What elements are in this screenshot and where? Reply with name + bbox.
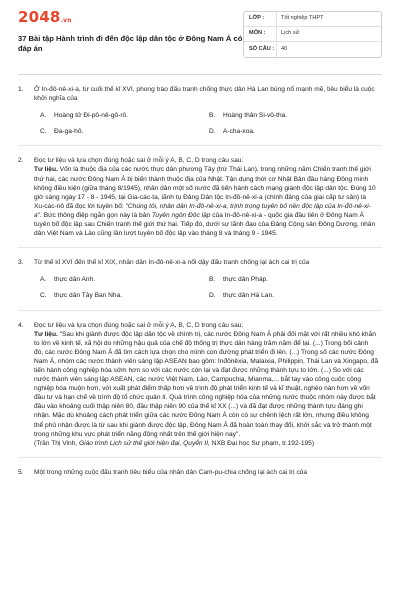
question-4 <box>18 311 382 448</box>
option-b[interactable] <box>209 111 378 120</box>
option-b[interactable] <box>209 275 378 284</box>
citation-text: NXB Đại học Sư phạm, tr.192-195) <box>211 439 315 447</box>
page-title: 37 Bài tập Hành trình đi đến độc lập dân tộc ở Đông Nam Á có đáp án <box>18 34 243 54</box>
source-label: Tư liệu. <box>34 166 58 174</box>
question-body <box>34 85 382 136</box>
source-text: Bức thông điệp ngắn gọn này là bản <box>43 211 151 219</box>
source-label: Tư liệu. <box>34 330 58 338</box>
option-key: B. <box>209 112 216 120</box>
source-passage <box>34 330 378 439</box>
source-text: của In-đô-nê-xi-a - quốc gia đầu tiên ở Đông Nam Á tuyên bố độc lập sau Chiến tranh thế giới thứ hai. Tiếp đó, dưới sự lãnh đạo của Đảng Cộng sản Đông Dương, nhân dân Việt Nam và Lào cũng lần lượt tuyên bố độc lập vào tháng 8 và tháng 9 - 1945. <box>34 211 376 238</box>
answer-options <box>34 111 378 136</box>
option-text: Hoàng tử Đi-pô-nê-gô-rô. <box>54 112 129 120</box>
question-text: Một trong những cuộc đấu tranh tiêu biểu của nhân dân Cam-pu-chia chống lại ách cai trị của <box>34 468 308 476</box>
option-key: A. <box>40 276 47 284</box>
source-text: Vốn là thuộc địa của các nước thực dân phương Tây (trừ Thái Lan), trong những năm Chiến tranh thế giới thứ hai, các nước Đông Nam Á bị biến thành thuộc địa của Nhật. Tận dụng thời cơ Nhật Bản đầu hàng Đồng minh không điều kiện (giữa tháng 8/1945), nhân dân một số nước đã tiến hành cách mạng giành độc lập dân tộc. Đúng 10 giờ sáng ngày 17 - 8 - 1945, tại Gia-các-ta, lãnh tụ Đảng Dân tộc In-đô-nê-xi-a (chính đảng của giai cấp tư sản) là Xu-các-nô đã đọc lời tuyên bố: <box>34 166 376 210</box>
question-2 <box>18 146 382 238</box>
option-text: thực dân Pháp. <box>223 276 269 284</box>
question-number: 3. <box>18 259 24 267</box>
logo-suffix: .vn <box>60 17 72 24</box>
option-text: thực dân Anh. <box>54 276 96 284</box>
question-text: Ở In-đô-nê-xi-a, từ cuối thế kỉ XVI, phong trào đấu tranh chống thực dân Hà Lan bùng nổ mạnh mẽ, tiêu biểu là cuộc khởi nghĩa của <box>34 86 375 103</box>
source-citation <box>34 439 378 448</box>
option-text: Hoàng thân Si-vô-tha. <box>223 112 288 120</box>
meta-row-subject <box>244 27 381 42</box>
meta-value: Tốt nghiệp THPT <box>276 12 381 26</box>
option-key: C. <box>40 128 47 136</box>
question-5 <box>18 458 382 477</box>
option-key: B. <box>209 276 216 284</box>
question-3 <box>18 248 382 300</box>
citation-italic: Giáo trình Lịch sử thế giới hiện đại, Quyển II, <box>78 439 210 447</box>
question-number: 1. <box>18 86 24 93</box>
option-c[interactable] <box>40 127 209 136</box>
meta-box <box>243 11 382 58</box>
option-key: A. <box>40 112 47 120</box>
site-logo[interactable] <box>18 10 243 30</box>
option-a[interactable] <box>40 275 209 284</box>
meta-value: Lịch sử <box>276 27 381 41</box>
question-text: Từ thế kỉ XVI đến thế kỉ XIX, nhân dân In-đô-nê-xi-a nổi dậy đấu tranh chống lại ách cai trị của <box>34 259 310 267</box>
source-passage <box>34 165 378 238</box>
meta-value: 40 <box>276 42 381 57</box>
option-text: thực dân Hà Lan. <box>223 292 274 300</box>
logo-text: 2048 <box>18 8 61 26</box>
question-body <box>34 156 382 238</box>
question-number: 4. <box>18 321 24 329</box>
option-key: C. <box>40 292 47 300</box>
source-text: "Sau khi giành được độc lập dân tộc về chính trị, các nước Đông Nam Á phải đối mặt với rất nhiều khó khăn to lớn về kinh tế, xã hội do những hậu quả của chế độ thống trị thực dân hàng trăm năm để lại. (...) Trong bối cảnh đó, các nước Đông Nam Á đã tìm cách lựa chọn cho mình con đường phát triển đi lên. (...) Trong số các nước Đông Nam Á, nhóm các nước thành viên sáng lập ASEAN bao gồm: Inđônêxia, Malaixia, Philippin, Thái Lan và Xingapo, đã tiến hành công nghiệp hóa sớm hơn so với các nước còn lại và đạt được những thành tựu to lớn. (...) So với các nước thành viên sáng lập ASEAN, các nước Việt Nam, Lào, Campuchia, Mianma,... bắt tay vào công cuộc công nghiệp hóa muộn hơn, với xuất phát điểm thấp hơn về trình độ phát triển kinh tế và kĩ thuật, nghèo nàn hơn về vốn đầu tư và hạn chế về trình độ tổ chức quản lí. Quá trình công nghiệp hóa của những nước thuộc nhóm này được bắt đầu vào khoảng cuối thập niên 80, đầu thập niên 90 của thế kỉ XX (...) và đã đạt được những thành tựu đáng ghi nhận. Mặc dù khoảng cách phát triển giữa các nước Đông Nam Á còn có sự chênh lệch rất lớn, nhưng điều không thể phủ nhận được là từ sau khi giành được độc lập, Đông Nam Á đã hoàn toàn thay đổi, khởi sắc và trở thành một trong những khu vực phát triển năng động nhất trên thế giới hiện nay". <box>34 330 379 438</box>
option-text: Đa-ga-hô. <box>54 128 84 136</box>
source-italic: Tuyên ngôn Độc lập <box>151 211 211 219</box>
question-number: 5. <box>18 468 24 476</box>
header <box>18 10 382 66</box>
meta-row-class <box>244 12 381 27</box>
option-d[interactable] <box>209 291 378 300</box>
question-1 <box>18 75 382 136</box>
citation-text: (Trần Thị Vinh, <box>34 439 78 447</box>
option-c[interactable] <box>40 291 209 300</box>
option-text: thực dân Tây Ban Nha. <box>54 292 123 300</box>
answer-options <box>34 275 378 300</box>
question-body <box>34 321 382 448</box>
question-body <box>34 258 382 300</box>
question-intro: Đọc tư liệu và lựa chọn đúng hoặc sai ở mỗi ý A, B, C, D trong câu sau: <box>34 157 244 165</box>
meta-label: SỐ CÂU : <box>249 45 275 52</box>
question-body <box>34 468 382 477</box>
meta-label: MÔN : <box>249 30 266 37</box>
option-key: D. <box>209 292 216 300</box>
option-a[interactable] <box>40 111 209 120</box>
option-d[interactable] <box>209 127 378 136</box>
question-number: 2. <box>18 157 24 165</box>
option-text: A-cha-xoa. <box>223 128 255 136</box>
header-left <box>18 10 243 54</box>
option-key: D. <box>209 128 216 136</box>
question-intro: Đọc tư liệu và lựa chọn đúng hoặc sai ở mỗi ý A, B, C, D trong câu sau: <box>34 321 244 329</box>
meta-row-count <box>244 42 381 57</box>
source-quote: "Chúng tôi, nhân dân In-đô-nê-xi-a, trịnh trọng tuyên bố nền độc lập của In-đô-nê-xi-a". <box>34 202 371 219</box>
meta-label: LỚP : <box>249 15 265 22</box>
